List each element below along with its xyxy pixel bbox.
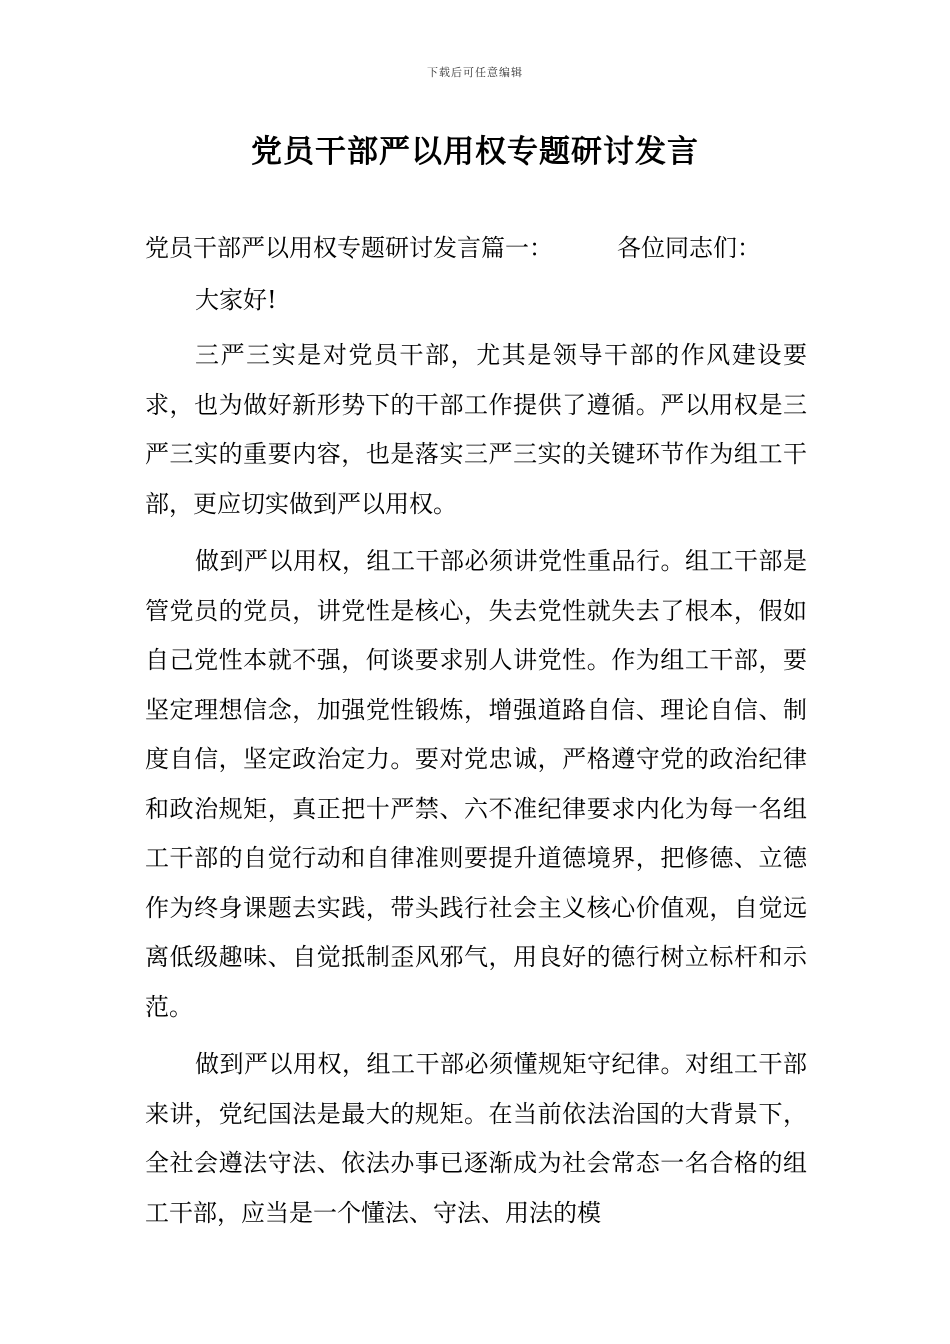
spacer xyxy=(553,224,617,274)
salutation: 各位同志们： xyxy=(617,234,761,262)
document-body xyxy=(145,224,807,1246)
paragraph-1: 三严三实是对党员干部，尤其是领导干部的作风建设要求，也为做好新形势下的干部工作提供了遵循。严以用权是三严三实的重要内容，也是落实三严三实的关键环节作为组工干部，更应切实做到严以用权。 xyxy=(145,341,807,518)
opening-line xyxy=(145,224,807,274)
paragraph-3: 做到严以用权，组工干部必须懂规矩守纪律。对组工干部来讲，党纪国法是最大的规矩。在当前依法治国的大背景下，全社会遵法守法、依法办事已逐渐成为社会常态一名合格的组工干部，应当是一个懂法、守法、用法的模 xyxy=(145,1050,807,1227)
greeting: 大家好! xyxy=(195,285,277,314)
paragraph-2: 做到严以用权，组工干部必须讲党性重品行。组工干部是管党员的党员，讲党性是核心，失去党性就失去了根本，假如自己党性本就不强，何谈要求别人讲党性。作为组工干部，要坚定理想信念，加强党性锻炼，增强道路自信、理论自信、制度自信，坚定政治定力。要对党忠诚，严格遵守党的政治纪律和政治规矩，真正把十严禁、六不准纪律要求内化为每一名组工干部的自觉行动和自律准则要提升道德境界，把修德、立德作为终身课题去实践，带头践行社会主义核心价值观，自觉远离低级趣味、自觉抵制歪风邪气，用良好的德行树立标杆和示范。 xyxy=(145,547,807,1021)
page-header-note: 下载后可任意编辑 xyxy=(427,66,523,79)
opening-heading: 党员干部严以用权专题研讨发言篇一： xyxy=(145,234,553,262)
document-title: 党员干部严以用权专题研讨发言 xyxy=(251,134,699,170)
